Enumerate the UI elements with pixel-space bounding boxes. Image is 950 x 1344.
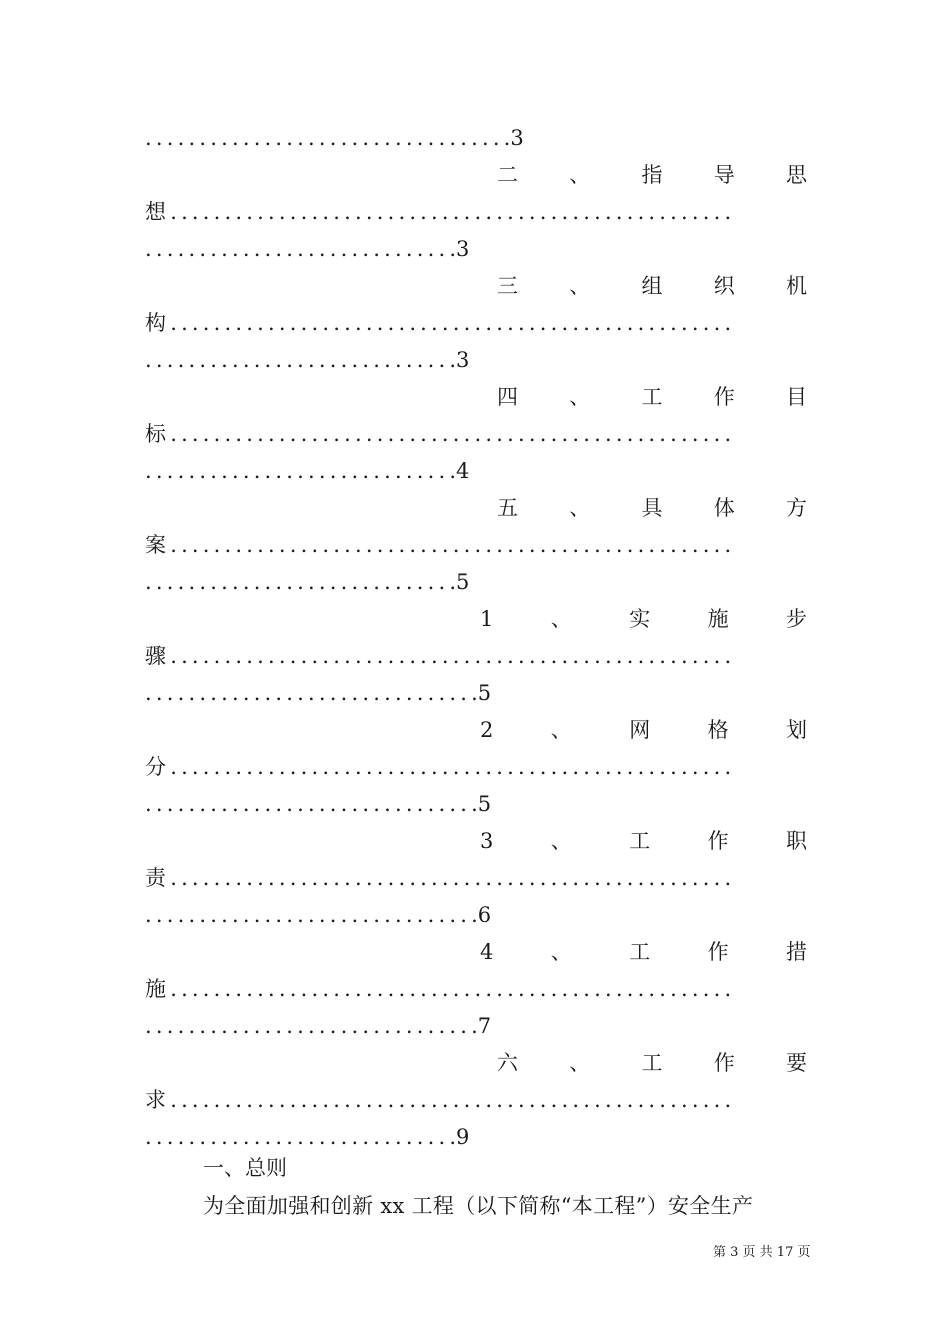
toc-page-number: 9 — [456, 1125, 470, 1149]
toc-title-char: 分 — [145, 755, 166, 779]
toc-separator: 、 — [550, 607, 572, 631]
toc-page-number: 3 — [456, 348, 470, 372]
toc-number: 二 — [497, 163, 518, 187]
toc-dotted-line — [145, 895, 807, 935]
toc-title-char: 工 — [629, 940, 651, 964]
toc-separator: 、 — [550, 829, 572, 853]
leader-dots: . . . . . . . . . . . . . . . . . . . . . . . . . . . . . . . . . . . . . . . . . . . . . . . . . . . . — [166, 422, 732, 446]
toc-title-char: 责 — [145, 866, 166, 890]
toc-title-line — [497, 377, 807, 417]
leader-dots: . . . . . . . . . . . . . . . . . . . . . . . . . . . . . . . — [145, 681, 478, 705]
toc-number: 六 — [497, 1051, 518, 1075]
section-heading: 一、总则 — [203, 1156, 287, 1180]
toc-title-line — [497, 155, 807, 195]
leader-dots: . . . . . . . . . . . . . . . . . . . . . . . . . . . . . . . . . . . . . . . . . . . . . . . . . . . . — [166, 977, 732, 1001]
toc-dotted-line — [145, 414, 807, 454]
toc-dotted-line — [145, 673, 807, 713]
toc-title-line — [497, 1043, 807, 1083]
toc-number: 1 — [480, 607, 494, 631]
toc-title-char: 工 — [641, 385, 663, 409]
toc-separator: 、 — [569, 1051, 591, 1075]
toc-separator: 、 — [569, 274, 591, 298]
toc-title-char: 机 — [786, 274, 807, 298]
toc-dotted-line — [145, 118, 807, 158]
leader-dots: . . . . . . . . . . . . . . . . . . . . . . . . . . . . . — [145, 237, 457, 261]
toc-dotted-line — [145, 525, 807, 565]
leader-dots: . . . . . . . . . . . . . . . . . . . . . . . . . . . . . — [145, 570, 457, 594]
toc-dotted-line — [145, 747, 807, 787]
toc-page-number: 5 — [477, 681, 492, 705]
toc-page-number: 3 — [510, 126, 524, 150]
toc-page-number: 7 — [477, 1014, 492, 1038]
leader-dots: . . . . . . . . . . . . . . . . . . . . . . . . . . . . . . . — [145, 1014, 478, 1038]
toc-title-char: 作 — [707, 829, 729, 853]
toc-dotted-line — [145, 451, 807, 491]
toc-dotted-line — [145, 1006, 807, 1046]
toc-title-line — [480, 710, 807, 750]
toc-title-char: 具 — [641, 496, 663, 520]
leader-dots: . . . . . . . . . . . . . . . . . . . . . . . . . . . . . . . — [145, 792, 478, 816]
toc-number: 三 — [497, 274, 518, 298]
toc-title-char: 骤 — [145, 644, 166, 668]
toc-title-char: 指 — [641, 163, 663, 187]
toc-title-char: 工 — [629, 829, 651, 853]
toc-number: 五 — [497, 496, 518, 520]
toc-number: 3 — [480, 829, 494, 853]
toc-dotted-line — [145, 303, 807, 343]
leader-dots: . . . . . . . . . . . . . . . . . . . . . . . . . . . . . . . . . . . . . . . . . . . . . . . . . . . . — [166, 644, 732, 668]
leader-dots: . . . . . . . . . . . . . . . . . . . . . . . . . . . . . . . . . . . . . . . . . . . . . . . . . . . . — [166, 311, 732, 335]
toc-title-char: 施 — [145, 977, 166, 1001]
toc-dotted-line — [145, 1080, 807, 1120]
toc-page-number: 3 — [456, 237, 470, 261]
toc-title-char: 划 — [786, 718, 807, 742]
toc-dotted-line — [145, 562, 807, 602]
leader-dots: . . . . . . . . . . . . . . . . . . . . . . . . . . . . . — [145, 1125, 457, 1149]
toc-title-char: 织 — [713, 274, 735, 298]
toc-title-line — [497, 266, 807, 306]
toc-title-char: 作 — [713, 385, 735, 409]
toc-title-char: 目 — [786, 385, 807, 409]
toc-page-number: 6 — [477, 903, 492, 927]
toc-title-line — [480, 599, 807, 639]
paragraph-text: 为全面加强和创新 xx 工程（以下简称“本工程”）安全生产 — [203, 1194, 754, 1218]
leader-dots: . . . . . . . . . . . . . . . . . . . . . . . . . . . . . . . . . . — [145, 126, 511, 150]
leader-dots: . . . . . . . . . . . . . . . . . . . . . . . . . . . . . . . . . . . . . . . . . . . . . . . . . . . . — [166, 1088, 732, 1112]
leader-dots: . . . . . . . . . . . . . . . . . . . . . . . . . . . . . — [145, 348, 457, 372]
toc-title-char: 求 — [145, 1088, 166, 1112]
page-footer: 第 3 页 共 17 页 — [713, 1245, 811, 1260]
toc-number: 2 — [480, 718, 494, 742]
leader-dots: . . . . . . . . . . . . . . . . . . . . . . . . . . . . . . . . . . . . . . . . . . . . . . . . . . . . — [166, 533, 732, 557]
toc-title-char: 步 — [786, 607, 807, 631]
toc-separator: 、 — [550, 718, 572, 742]
toc-title-line — [480, 821, 807, 861]
toc-title-char: 作 — [713, 1051, 735, 1075]
toc-title-char: 导 — [713, 163, 735, 187]
toc-title-char: 实 — [629, 607, 651, 631]
toc-separator: 、 — [569, 385, 591, 409]
toc-title-char: 构 — [145, 311, 166, 335]
toc-title-char: 工 — [641, 1051, 663, 1075]
toc-separator: 、 — [569, 496, 591, 520]
toc-number: 4 — [480, 940, 494, 964]
toc-dotted-line — [145, 784, 807, 824]
toc-page-number: 4 — [456, 459, 470, 483]
toc-title-char: 想 — [145, 200, 166, 224]
toc-title-char: 标 — [145, 422, 166, 446]
toc-dotted-line — [145, 969, 807, 1009]
toc-title-char: 作 — [707, 940, 729, 964]
toc-title-char: 职 — [786, 829, 807, 853]
toc-title-char: 组 — [641, 274, 663, 298]
leader-dots: . . . . . . . . . . . . . . . . . . . . . . . . . . . . . . . — [145, 903, 478, 927]
leader-dots: . . . . . . . . . . . . . . . . . . . . . . . . . . . . . . . . . . . . . . . . . . . . . . . . . . . . — [166, 866, 732, 890]
toc-title-char: 措 — [786, 940, 807, 964]
toc-title-line — [497, 488, 807, 528]
toc-separator: 、 — [550, 940, 572, 964]
toc-dotted-line — [145, 192, 807, 232]
leader-dots: . . . . . . . . . . . . . . . . . . . . . . . . . . . . . — [145, 459, 457, 483]
toc-dotted-line — [145, 636, 807, 676]
toc-title-char: 体 — [713, 496, 735, 520]
toc-title-line — [480, 932, 807, 972]
toc-title-char: 网 — [629, 718, 651, 742]
toc-title-char: 要 — [786, 1051, 807, 1075]
toc-page-number: 5 — [456, 570, 470, 594]
leader-dots: . . . . . . . . . . . . . . . . . . . . . . . . . . . . . . . . . . . . . . . . . . . . . . . . . . . . — [166, 200, 732, 224]
toc-page-number: 5 — [477, 792, 492, 816]
toc-title-char: 施 — [707, 607, 729, 631]
toc-number: 四 — [497, 385, 518, 409]
toc-title-char: 格 — [707, 718, 729, 742]
toc-dotted-line — [145, 229, 807, 269]
toc-title-char: 方 — [786, 496, 807, 520]
toc-title-char: 案 — [145, 533, 166, 557]
leader-dots: . . . . . . . . . . . . . . . . . . . . . . . . . . . . . . . . . . . . . . . . . . . . . . . . . . . . — [166, 755, 732, 779]
toc-separator: 、 — [569, 163, 591, 187]
toc-dotted-line — [145, 340, 807, 380]
toc-title-char: 思 — [786, 163, 807, 187]
toc-dotted-line — [145, 858, 807, 898]
